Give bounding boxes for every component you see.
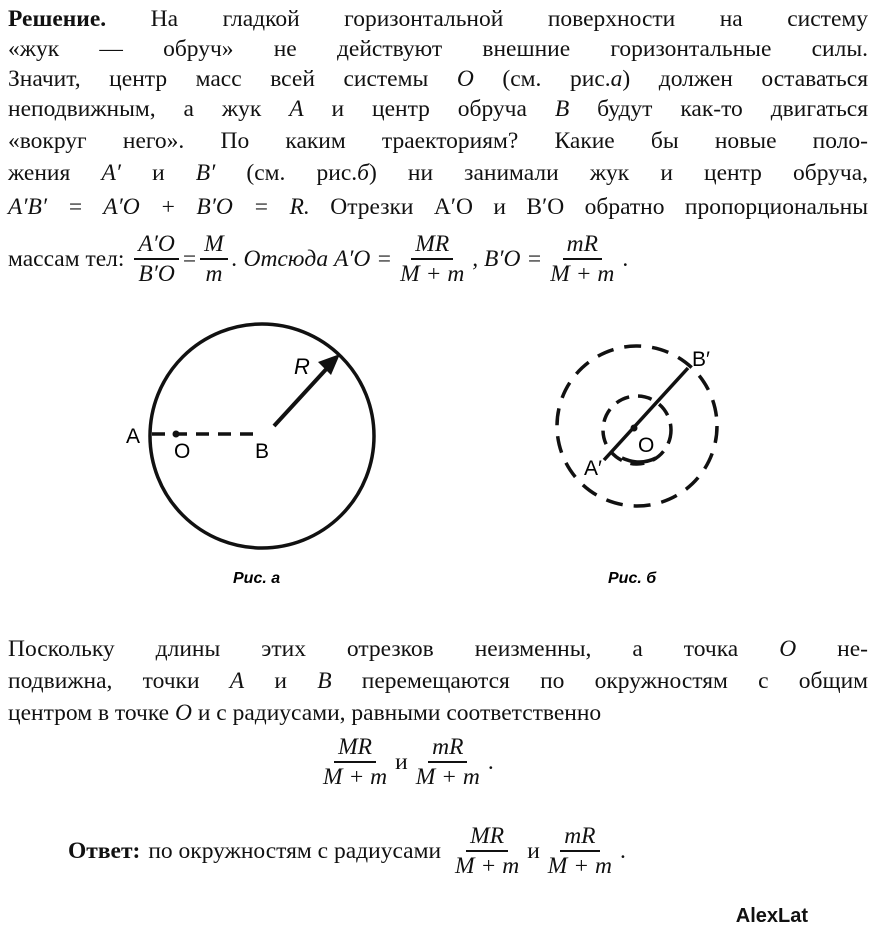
figure-b	[557, 346, 717, 587]
text-span: , B′O =	[472, 245, 543, 272]
text-span: На гладкой горизонтальной поверхности на систему	[150, 6, 869, 32]
text-span: «вокруг него». По каким траекториям? Какие бы новые поло-	[8, 128, 868, 154]
label-A: A	[126, 425, 141, 448]
text-span: неподвижным, а жук	[8, 96, 262, 122]
text-span: будут как-то двигаться	[597, 96, 869, 122]
fraction-AO-BO	[134, 231, 178, 287]
symbol-B: B	[554, 96, 570, 122]
text-span: (см. рис.	[502, 66, 611, 92]
text-span: по окружностям с радиусами	[148, 837, 442, 864]
solution-line-7	[8, 192, 868, 222]
equals-sign: =	[182, 245, 197, 272]
fraction-denominator: M + m	[400, 261, 465, 287]
fraction-numerator: MR	[466, 823, 508, 852]
fraction-numerator: MR	[334, 734, 376, 763]
fraction-mR	[546, 231, 618, 287]
figure-ref: а	[610, 66, 623, 92]
solution-heading: Решение.	[8, 6, 107, 32]
solution-line-3	[8, 64, 868, 94]
solution-line-1	[8, 4, 868, 34]
symbol-O: O	[779, 636, 797, 662]
fraction-MR	[396, 231, 468, 287]
symbol-A: A	[289, 96, 304, 122]
solution-line-6	[8, 158, 868, 188]
fraction-M-m	[200, 231, 228, 287]
fraction-denominator: m	[205, 261, 223, 287]
fraction-mR	[544, 823, 616, 879]
symbol-B: B	[317, 668, 332, 694]
fraction-MR	[319, 734, 391, 790]
figure-a	[126, 324, 374, 587]
symbol-B-prime: B′	[195, 160, 216, 186]
point-O	[173, 431, 180, 438]
solution-line-8	[8, 228, 868, 290]
period: .	[619, 837, 626, 864]
figures	[0, 300, 880, 630]
fraction-denominator: M + m	[547, 853, 612, 879]
text-span: Поскольку длины этих отрезков неизменны, а точка	[8, 636, 739, 662]
solution-line-2	[8, 34, 868, 64]
period: .	[487, 748, 494, 775]
fraction-numerator: mR	[428, 734, 467, 763]
text-span: не-	[837, 636, 868, 662]
fraction-denominator: B′O	[138, 261, 175, 287]
trajectory-A-circle	[603, 396, 671, 464]
fraction-denominator: M + m	[455, 853, 520, 879]
label-R: R	[294, 354, 310, 379]
fraction-numerator: mR	[563, 231, 602, 260]
caption-fig-a: Рис. а	[233, 570, 281, 587]
text-span: центром в точке	[8, 700, 170, 726]
symbol-O: O	[456, 66, 474, 92]
label-O: O	[174, 440, 191, 463]
text-span: «жук — обруч» не действуют внешние горизонтальные силы.	[8, 36, 868, 62]
symbol-A: A	[229, 668, 245, 694]
text-span: Значит, центр масс всей системы	[8, 66, 429, 92]
fraction-mR	[412, 734, 484, 790]
text-span: подвижна, точки	[8, 668, 200, 694]
fraction-MR	[451, 823, 523, 879]
hoop-circle	[150, 324, 374, 548]
text-span: и	[395, 748, 408, 775]
label-B-prime: B′	[692, 348, 710, 371]
conclusion-line-1	[8, 634, 868, 664]
caption-fig-b: Рис. б	[608, 570, 657, 587]
figure-ref: б	[357, 160, 369, 186]
symbol-O: O	[174, 700, 192, 726]
fraction-denominator: M + m	[415, 764, 480, 790]
point-O	[631, 425, 638, 432]
small-arc	[622, 458, 656, 462]
text-span: и	[152, 160, 165, 186]
fraction-numerator: M	[200, 231, 228, 260]
text-span: . Отсюда A′O =	[231, 245, 393, 272]
fraction-numerator: A′O	[134, 231, 178, 260]
text-span: и	[274, 668, 287, 694]
text-span: и центр обруча	[331, 96, 527, 122]
text-span: ) должен оставаться	[622, 66, 869, 92]
period: .	[622, 245, 629, 272]
fraction-numerator: MR	[411, 231, 453, 260]
text-span: массам тел:	[8, 245, 125, 272]
label-A-prime: A′	[584, 457, 602, 480]
symbol-A-prime: A′	[101, 160, 121, 186]
solution-line-4	[8, 94, 868, 124]
conclusion-line-2	[8, 666, 868, 696]
text-span: перемещаются по окружностям с общим	[361, 668, 869, 694]
label-O: O	[638, 434, 655, 457]
answer-line	[68, 818, 828, 884]
label-B: B	[255, 440, 270, 463]
formula-segments: A′B′ = A′O + B′O = R.	[8, 194, 310, 220]
text-span: и	[527, 837, 540, 864]
solution-line-5	[8, 126, 868, 156]
text-span: Отрезки A′O и B′O обратно пропорциональны	[330, 194, 868, 220]
conclusion-radii	[315, 730, 615, 794]
conclusion-line-3	[8, 698, 868, 728]
signature: AlexLat	[735, 905, 808, 927]
text-span: ) ни занимали жук и центр обруча,	[368, 160, 869, 186]
text-span: (см. рис.	[246, 160, 358, 186]
fraction-numerator: mR	[560, 823, 599, 852]
fraction-denominator: M + m	[550, 261, 615, 287]
fraction-denominator: M + m	[323, 764, 388, 790]
text-span: жения	[8, 160, 71, 186]
answer-label: Ответ:	[68, 837, 141, 864]
text-span: и с радиусами, равными соответственно	[197, 700, 602, 726]
